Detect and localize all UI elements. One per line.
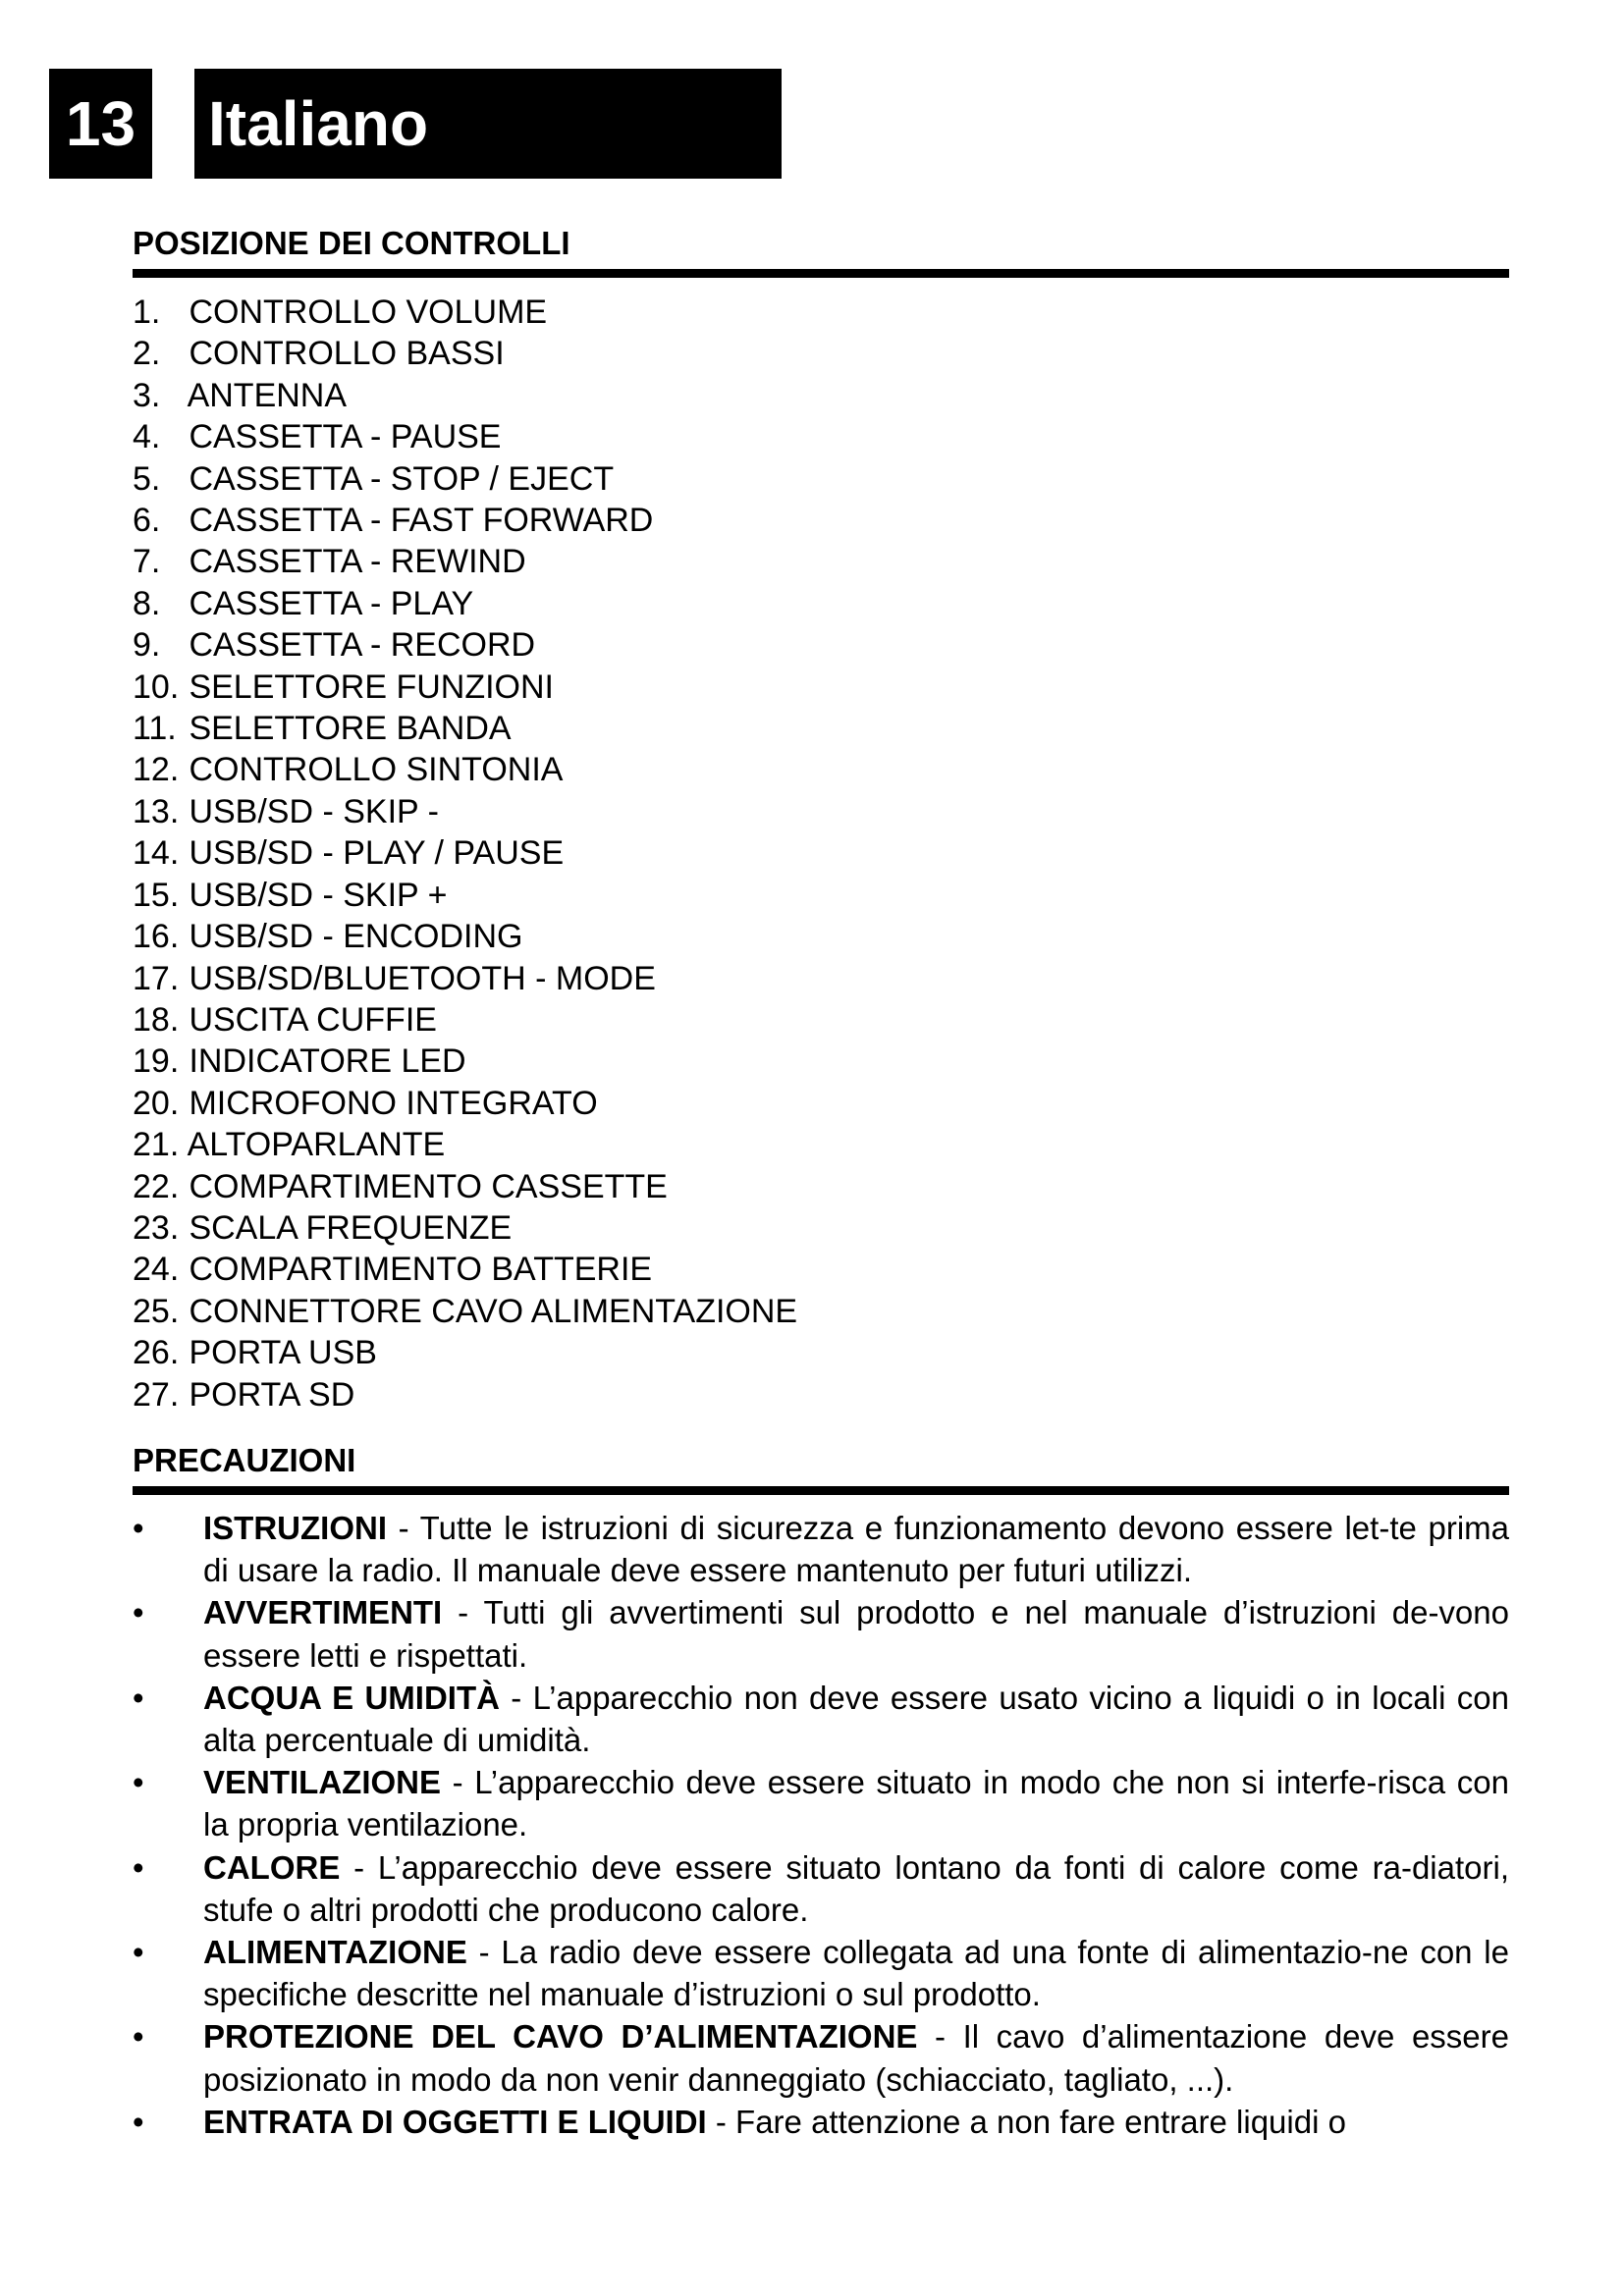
control-item-number: 5.: [133, 459, 161, 498]
control-item: [133, 1249, 797, 1290]
control-item-label: CONTROLLO BASSI: [189, 335, 505, 373]
control-item: [133, 791, 797, 832]
control-item-number: 7.: [133, 543, 161, 581]
control-item: [133, 708, 797, 749]
control-item: [133, 1332, 797, 1373]
control-item-label: USB/SD - PLAY / PAUSE: [189, 834, 565, 873]
precaution-text: - Tutte le istruzioni di sicurezza e funzionamento devono essere let-te prima di usare la radio. Il manuale deve essere mantenuto per futuri utilizzi.: [203, 1510, 1509, 1589]
control-item: [133, 541, 797, 582]
control-item-label: COMPARTIMENTO BATTERIE: [189, 1251, 653, 1289]
precaution-item: [133, 1677, 1509, 1761]
control-item-number: 4.: [133, 418, 161, 456]
control-item-number: 6.: [133, 502, 161, 540]
control-item-number: 27.: [133, 1375, 180, 1414]
precaution-text: - Fare attenzione a non fare entrare liquidi o: [706, 2103, 1346, 2140]
section-heading-controls: POSIZIONE DEI CONTROLLI: [133, 224, 1509, 278]
precaution-item: [133, 1846, 1509, 1931]
controls-list: [133, 292, 797, 1415]
precaution-term: ACQUA E UMIDITÀ: [203, 1679, 500, 1716]
control-item: [133, 375, 797, 416]
control-item: [133, 1166, 797, 1207]
precaution-item: [133, 2101, 1509, 2143]
control-item-label: CONNETTORE CAVO ALIMENTAZIONE: [189, 1292, 798, 1330]
control-item-label: CASSETTA - PLAY: [189, 584, 474, 622]
precaution-item: [133, 1931, 1509, 2015]
control-item-number: 10.: [133, 667, 180, 706]
control-item-number: 8.: [133, 584, 161, 622]
precaution-term: VENTILAZIONE: [203, 1764, 442, 1801]
control-item: [133, 416, 797, 457]
control-item-label: SCALA FREQUENZE: [189, 1208, 513, 1247]
control-item-number: 2.: [133, 335, 161, 373]
control-item: [133, 749, 797, 790]
control-item: [133, 583, 797, 624]
control-item: [133, 999, 797, 1041]
control-item-number: 12.: [133, 751, 180, 789]
control-item-number: 9.: [133, 626, 161, 665]
bullet-icon: •: [133, 2103, 144, 2140]
control-item: [133, 667, 797, 708]
precaution-term: CALORE: [203, 1848, 341, 1886]
control-item-label: CASSETTA - REWIND: [189, 543, 526, 581]
control-item-number: 1.: [133, 294, 161, 331]
control-item-label: USB/SD - SKIP -: [189, 792, 439, 830]
control-item-number: 17.: [133, 959, 180, 997]
control-item-label: PORTA USB: [189, 1334, 377, 1372]
bullet-icon: •: [133, 1594, 144, 1631]
control-item-label: USB/SD - SKIP +: [189, 876, 448, 914]
control-item-number: 19.: [133, 1042, 180, 1081]
bullet-icon: •: [133, 1764, 144, 1801]
control-item-number: 14.: [133, 834, 180, 873]
section-heading-precautions: PRECAUZIONI: [133, 1441, 1509, 1495]
precaution-text: - L’apparecchio non deve essere usato vicino a liquidi o in locali con alta percentuale di umidità.: [203, 1679, 1509, 1759]
precautions-list: [133, 1507, 1509, 2143]
control-item-label: USB/SD/BLUETOOTH - MODE: [189, 959, 656, 997]
control-item-label: CASSETTA - RECORD: [189, 626, 536, 665]
bullet-icon: •: [133, 1510, 144, 1546]
control-item: [133, 832, 797, 874]
control-item-number: 24.: [133, 1251, 180, 1289]
control-item: [133, 1291, 797, 1332]
control-item-label: CONTROLLO SINTONIA: [189, 751, 564, 789]
precaution-term: ENTRATA DI OGGETTI E LIQUIDI: [203, 2103, 707, 2140]
precaution-term: ISTRUZIONI: [203, 1510, 387, 1546]
control-item-label: ALTOPARLANTE: [187, 1126, 446, 1164]
control-item-number: 26.: [133, 1334, 180, 1372]
control-item-number: 20.: [133, 1084, 180, 1122]
control-item: [133, 1083, 797, 1124]
control-item-number: 16.: [133, 918, 180, 956]
precaution-text: - L’apparecchio deve essere situato lontano da fonti di calore come ra-diatori, stufe o altri prodotti che producono calore.: [203, 1848, 1509, 1928]
precaution-term: AVVERTIMENTI: [203, 1594, 443, 1631]
control-item: [133, 1207, 797, 1249]
precaution-text: - Tutti gli avvertimenti sul prodotto e nel manuale d’istruzioni de-vono essere letti e rispettati.: [203, 1594, 1509, 1674]
control-item: [133, 916, 797, 957]
control-item-label: CASSETTA - FAST FORWARD: [189, 502, 654, 540]
language-title: Italiano: [194, 69, 782, 179]
precaution-term: PROTEZIONE DEL CAVO D’ALIMENTAZIONE: [203, 2018, 918, 2056]
bullet-icon: •: [133, 1679, 144, 1716]
control-item-label: CASSETTA - PAUSE: [189, 418, 502, 456]
control-item-number: 23.: [133, 1208, 180, 1247]
control-item-number: 13.: [133, 792, 180, 830]
control-item: [133, 1041, 797, 1082]
control-item-label: SELETTORE BANDA: [189, 710, 512, 748]
control-item-label: ANTENNA: [187, 376, 348, 414]
control-item-label: USCITA CUFFIE: [189, 1000, 437, 1039]
control-item: [133, 875, 797, 916]
control-item-number: 3.: [133, 376, 161, 414]
precaution-text: - La radio deve essere collegata ad una fonte di alimentazio-ne con le specifiche descritte nel manuale d’istruzioni o sul prodotto.: [203, 1934, 1509, 2013]
precaution-item: [133, 1761, 1509, 1845]
control-item: [133, 500, 797, 541]
control-item-number: 21.: [133, 1126, 180, 1164]
control-item-label: SELETTORE FUNZIONI: [189, 667, 554, 706]
control-item: [133, 333, 797, 374]
control-item: [133, 958, 797, 999]
control-item-number: 11.: [133, 710, 177, 748]
precaution-item: [133, 1591, 1509, 1676]
page-number: 13: [49, 69, 152, 179]
control-item: [133, 1124, 797, 1165]
precaution-term: ALIMENTAZIONE: [203, 1934, 467, 1971]
precaution-text: - L’apparecchio deve essere situato in modo che non si interfe-risca con la propria ventilazione.: [203, 1764, 1509, 1843]
control-item: [133, 292, 797, 333]
control-item-label: INDICATORE LED: [189, 1042, 466, 1081]
control-item-number: 22.: [133, 1167, 180, 1205]
control-item-number: 25.: [133, 1292, 180, 1330]
bullet-icon: •: [133, 2018, 144, 2056]
precaution-item: [133, 2015, 1509, 2100]
control-item-label: CASSETTA - STOP / EJECT: [189, 459, 615, 498]
control-item: [133, 624, 797, 666]
bullet-icon: •: [133, 1934, 144, 1971]
control-item-label: MICROFONO INTEGRATO: [189, 1084, 598, 1122]
control-item-number: 18.: [133, 1000, 180, 1039]
bullet-icon: •: [133, 1848, 144, 1886]
control-item-label: USB/SD - ENCODING: [189, 918, 523, 956]
control-item-label: COMPARTIMENTO CASSETTE: [189, 1167, 668, 1205]
control-item: [133, 458, 797, 500]
precaution-text: - Il cavo d’alimentazione deve essere posizionato in modo da non venir danneggiato (schiacciato, tagliato, ...).: [203, 2018, 1510, 2098]
control-item-label: PORTA SD: [189, 1375, 355, 1414]
control-item-number: 15.: [133, 876, 180, 914]
precaution-item: [133, 1507, 1509, 1591]
control-item: [133, 1374, 797, 1415]
control-item-label: CONTROLLO VOLUME: [189, 294, 548, 331]
